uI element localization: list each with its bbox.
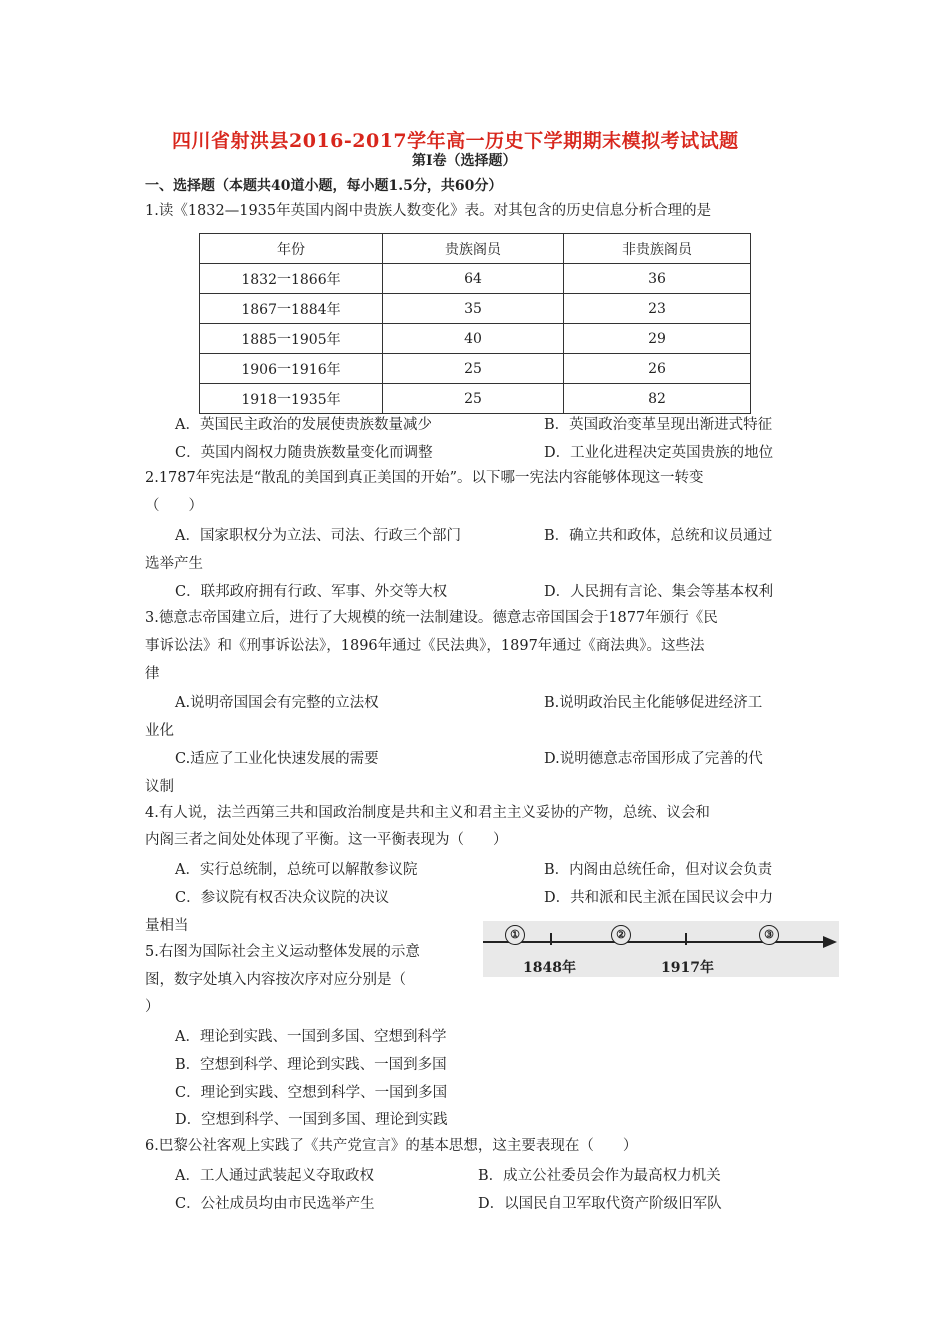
table-row <box>200 294 751 324</box>
timeline-year-1917: 1917年 <box>661 960 714 976</box>
q3-option-d-cont: 议制 <box>145 779 174 795</box>
q3-stem-line2: 事诉讼法》和《刑事诉讼法》，1896年通过《民法典》，1897年通过《商法典》。这些法 <box>145 638 705 654</box>
q6-option-d[interactable]: D．以国民自卫军取代资产阶级旧军队 <box>478 1196 722 1212</box>
timeline-arrow-icon <box>823 936 837 948</box>
q3-stem-line3: 律 <box>145 666 160 682</box>
q4-option-d-cont: 量相当 <box>145 918 189 934</box>
q5-stem-line2: 图，数字处填入内容按次序对应分别是（ <box>145 972 406 988</box>
q5-option-d[interactable]: D．空想到科学、一国到多国、理论到实践 <box>175 1112 448 1128</box>
table-cell: 82 <box>564 384 751 414</box>
table-header: 年份 <box>200 234 383 264</box>
table-header-row <box>200 234 751 264</box>
q2-option-b-cont: 选举产生 <box>145 556 203 572</box>
volume-subtitle: 第Ⅰ卷（选择题） <box>412 153 517 169</box>
timeline-tick <box>550 933 552 945</box>
q1-stem: 1.读《1832—1935年英国内阁中贵族人数变化》表。对其包含的历史信息分析合理的是 <box>145 203 712 219</box>
table-cell: 23 <box>564 294 751 324</box>
q6-option-c[interactable]: C．公社成员均由市民选举产生 <box>175 1196 375 1212</box>
q3-option-d[interactable]: D.说明德意志帝国形成了完善的代 <box>544 751 763 767</box>
q2-stem: 2.1787年宪法是“散乱的美国到真正美国的开始”。以下哪一宪法内容能够体现这一转变 <box>145 470 704 486</box>
table-cell: 1906一1916年 <box>200 354 383 384</box>
timeline-marker-3: ③ <box>759 925 779 945</box>
q2-option-a[interactable]: A．国家职权分为立法、司法、行政三个部门 <box>175 528 461 544</box>
q6-option-b[interactable]: B．成立公社委员会作为最高权力机关 <box>478 1168 721 1184</box>
q3-option-c[interactable]: C.适应了工业化快速发展的需要 <box>175 751 379 767</box>
table-cell: 1885一1905年 <box>200 324 383 354</box>
table-cell: 36 <box>564 264 751 294</box>
table-cell: 29 <box>564 324 751 354</box>
table-cell: 26 <box>564 354 751 384</box>
q4-option-b[interactable]: B．内阁由总统任命，但对议会负责 <box>544 862 773 878</box>
table-row <box>200 264 751 294</box>
table-cell: 35 <box>383 294 564 324</box>
q3-option-a[interactable]: A.说明帝国国会有完整的立法权 <box>175 695 379 711</box>
q1-option-d[interactable]: D．工业化进程决定英国贵族的地位 <box>544 445 774 461</box>
section-heading: 一、选择题（本题共40道小题，每小题1.5分，共60分） <box>145 178 503 194</box>
q6-stem: 6.巴黎公社客观上实践了《共产党宣言》的基本思想，这主要表现在（ ） <box>145 1138 638 1154</box>
q4-option-d[interactable]: D．共和派和民主派在国民议会中力 <box>544 890 774 906</box>
q1-option-a[interactable]: A．英国民主政治的发展使贵族数量减少 <box>175 417 432 433</box>
timeline-marker-1: ① <box>505 925 525 945</box>
q4-stem-line1: 4.有人说，法兰西第三共和国政治制度是共和主义和君主主义妥协的产物，总统、议会和 <box>145 805 710 821</box>
q3-option-b-cont: 业化 <box>145 723 174 739</box>
q5-option-a[interactable]: A．理论到实践、一国到多国、空想到科学 <box>175 1029 447 1045</box>
q3-stem-line1: 3.德意志帝国建立后，进行了大规模的统一法制建设。德意志帝国国会于1877年颁行《民 <box>145 610 718 626</box>
page-title: 四川省射洪县2016-2017学年高一历史下学期期末模拟考试试题 <box>172 130 739 152</box>
q1-option-b[interactable]: B．英国政治变革呈现出渐进式特征 <box>544 417 773 433</box>
timeline-tick <box>685 933 687 945</box>
q4-option-c[interactable]: C．参议院有权否决众议院的决议 <box>175 890 390 906</box>
q2-option-d[interactable]: D．人民拥有言论、集会等基本权利 <box>544 584 774 600</box>
q5-stem-line1: 5.右图为国际社会主义运动整体发展的示意 <box>145 944 420 960</box>
table-header: 非贵族阁员 <box>564 234 751 264</box>
table-cell: 1918一1935年 <box>200 384 383 414</box>
q5-stem-line3: ） <box>145 999 160 1015</box>
table-cell: 40 <box>383 324 564 354</box>
q3-option-b[interactable]: B.说明政治民主化能够促进经济工 <box>544 695 763 711</box>
table-row <box>200 354 751 384</box>
timeline-marker-2: ② <box>611 925 631 945</box>
q5-option-c[interactable]: C．理论到实践、空想到科学、一国到多国 <box>175 1085 448 1101</box>
q2-option-c[interactable]: C．联邦政府拥有行政、军事、外交等大权 <box>175 584 448 600</box>
table-cell: 1867一1884年 <box>200 294 383 324</box>
table-cell: 64 <box>383 264 564 294</box>
table-row <box>200 324 751 354</box>
q1-table <box>199 233 751 414</box>
table-cell: 25 <box>383 354 564 384</box>
q1-option-c[interactable]: C．英国内阁权力随贵族数量变化而调整 <box>175 445 433 461</box>
q5-timeline-figure <box>483 921 839 977</box>
table-header: 贵族阁员 <box>383 234 564 264</box>
q2-stem-paren: （ ） <box>145 498 203 514</box>
q5-option-b[interactable]: B．空想到科学、理论到实践、一国到多国 <box>175 1057 447 1073</box>
q4-stem-line2: 内阁三者之间处处体现了平衡。这一平衡表现为（ ） <box>145 832 508 848</box>
q4-option-a[interactable]: A．实行总统制，总统可以解散参议院 <box>175 862 418 878</box>
q6-option-a[interactable]: A．工人通过武装起义夺取政权 <box>175 1168 374 1184</box>
timeline-year-1848: 1848年 <box>523 960 576 976</box>
table-cell: 25 <box>383 384 564 414</box>
table-cell: 1832一1866年 <box>200 264 383 294</box>
q2-option-b[interactable]: B．确立共和政体，总统和议员通过 <box>544 528 773 544</box>
table-row <box>200 384 751 414</box>
